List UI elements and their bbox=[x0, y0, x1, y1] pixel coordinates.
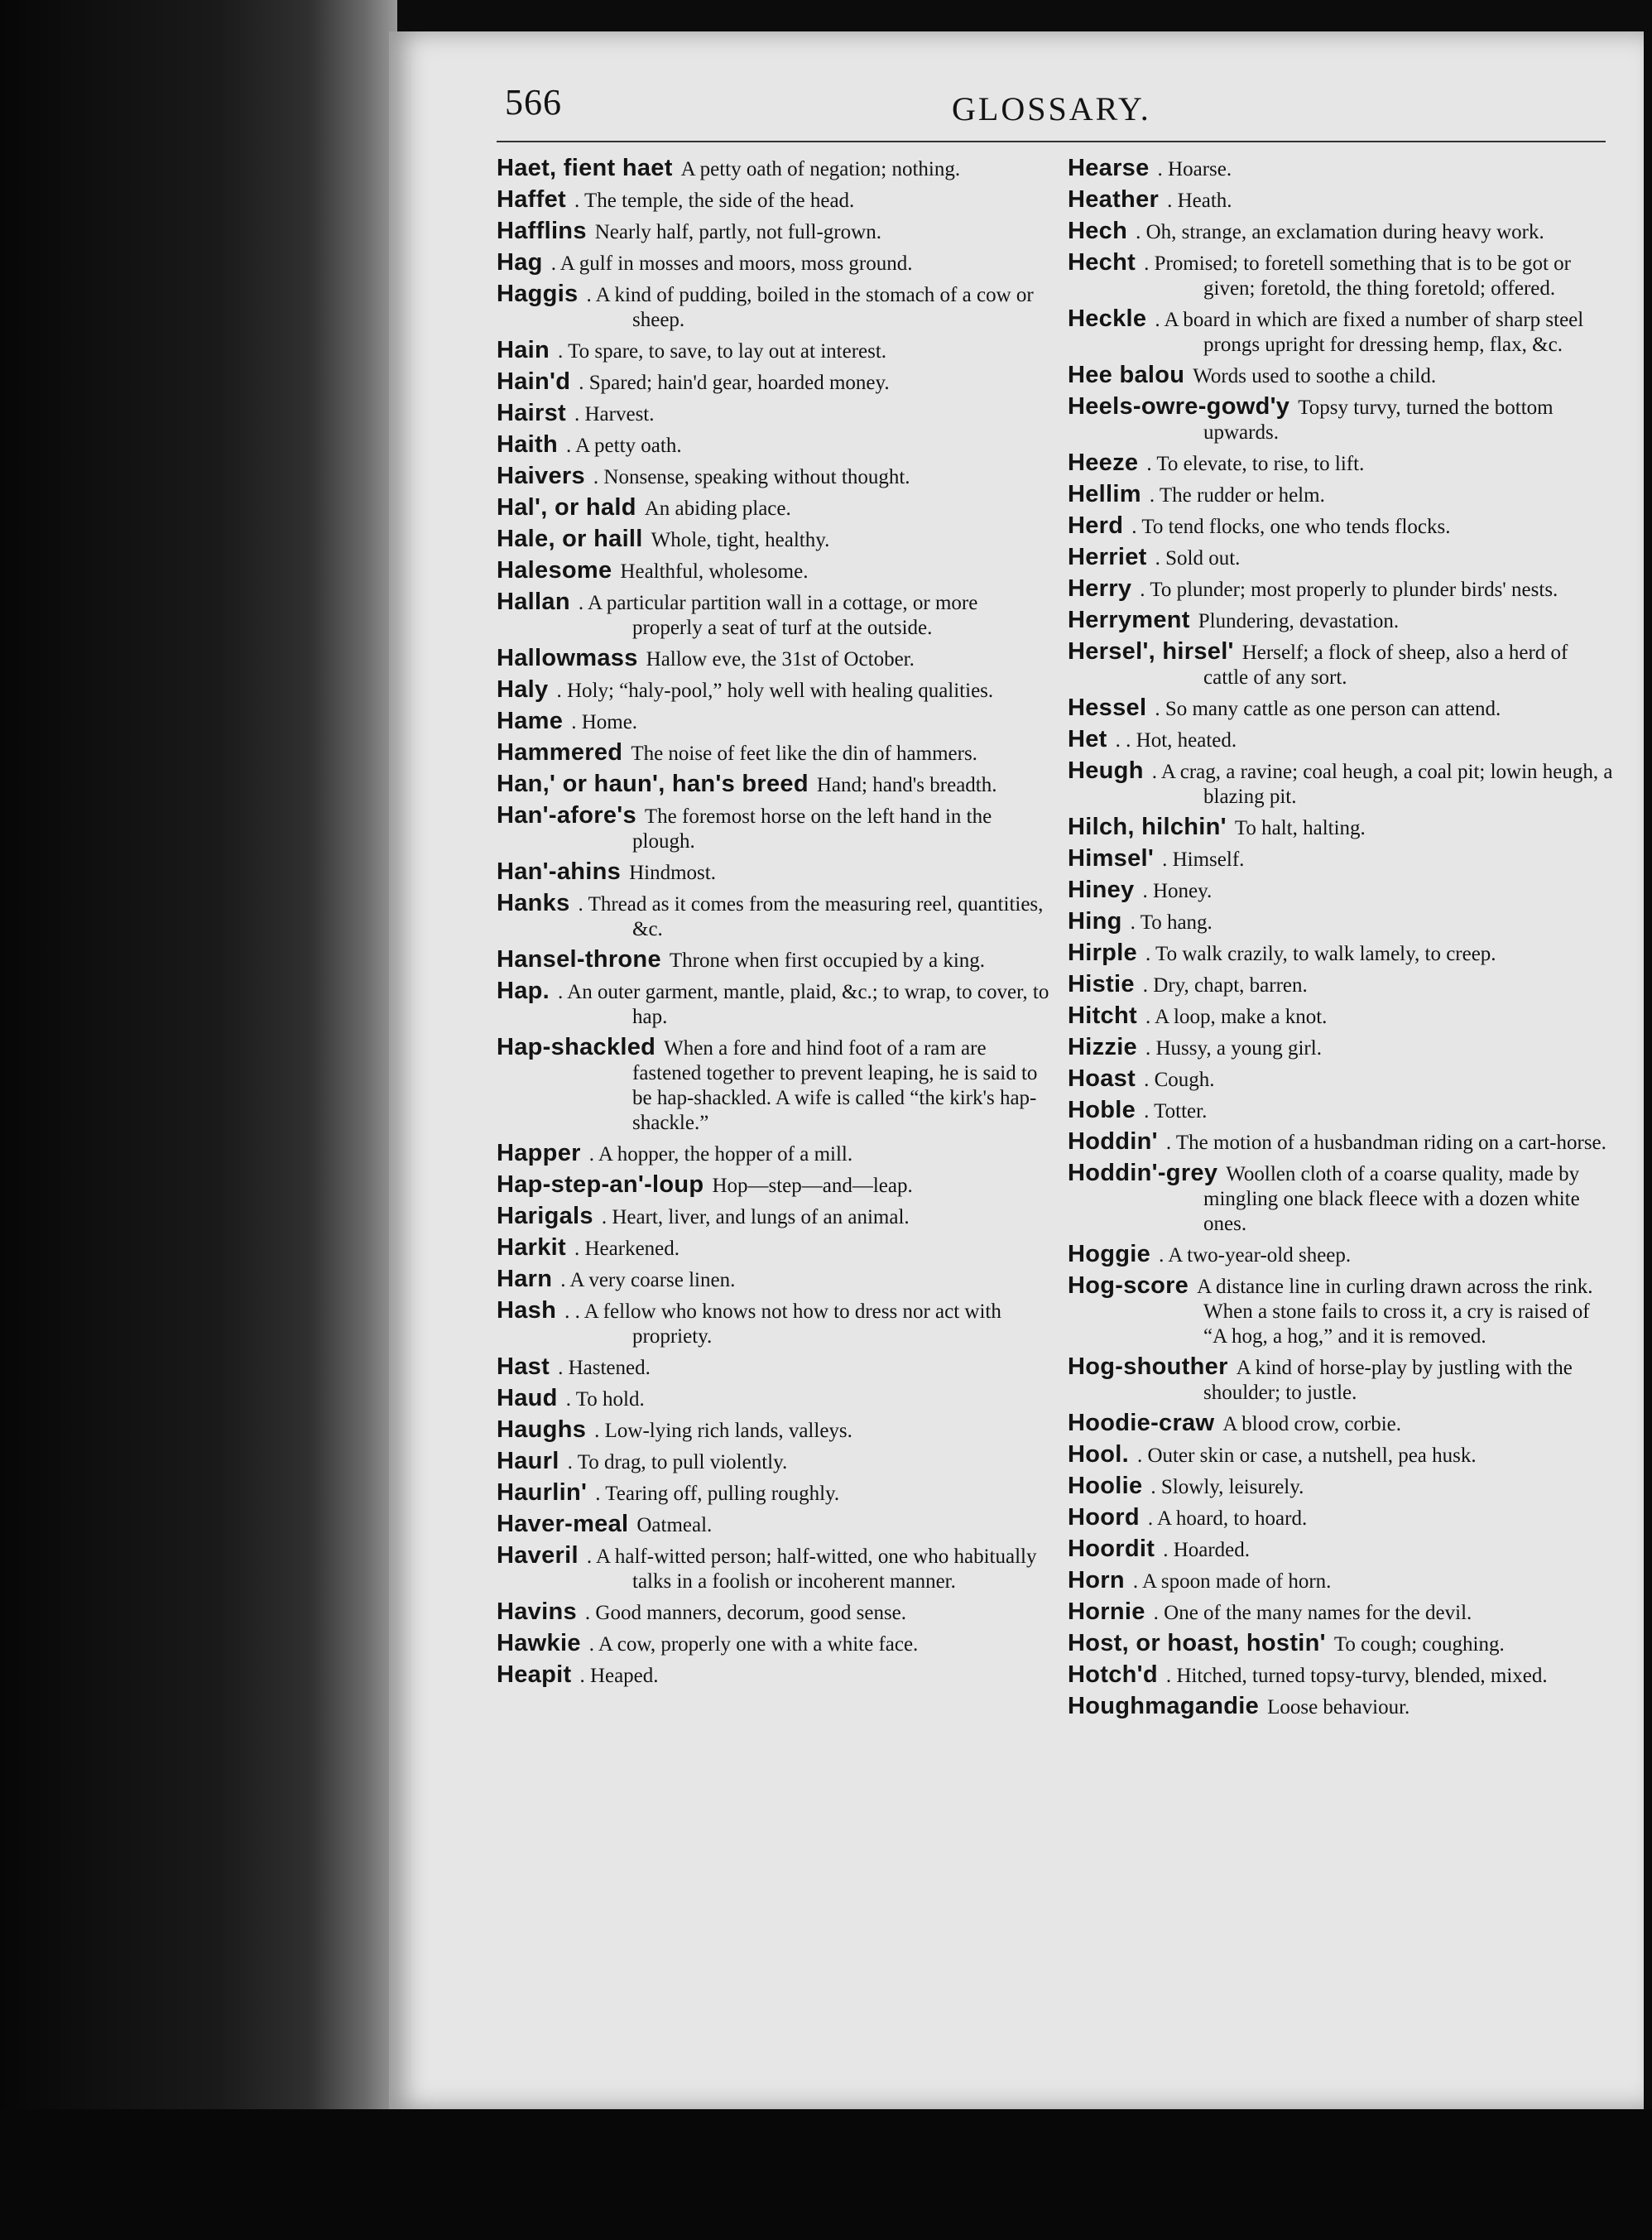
headword: Horn bbox=[1068, 1567, 1125, 1593]
definition: . Tearing off, pulling roughly. bbox=[595, 1483, 840, 1505]
definition: To halt, halting. bbox=[1234, 817, 1366, 839]
headword: Haurl bbox=[497, 1448, 559, 1474]
definition: . Honey. bbox=[1142, 880, 1213, 902]
definition: . Thread as it comes from the measuring reel, quantities, &c. bbox=[578, 893, 1044, 940]
headword: Haivers bbox=[497, 463, 585, 489]
definition: . Hussy, a young girl. bbox=[1145, 1037, 1322, 1060]
definition: . To drag, to pull violently. bbox=[567, 1451, 788, 1473]
headword: Han'-ahins bbox=[497, 858, 622, 885]
headword: Haud bbox=[497, 1385, 558, 1411]
glossary-entry bbox=[497, 156, 1051, 182]
definition: . A board in which are fixed a number of sharp steel prongs upright for dressing hemp, flax, &c. bbox=[1155, 309, 1584, 356]
definition: . The motion of a husbandman riding on a cart-horse. bbox=[1165, 1132, 1606, 1154]
headword: Hirple bbox=[1068, 940, 1137, 966]
definition: . The temple, the side of the head. bbox=[574, 190, 855, 212]
headword: Heckle bbox=[1068, 305, 1147, 332]
definition: Words used to soothe a child. bbox=[1193, 365, 1437, 387]
glossary-entry bbox=[1068, 306, 1614, 358]
definition: Herself; a flock of sheep, also a herd of cattle of any sort. bbox=[1203, 642, 1568, 689]
headword: Haet, fient haet bbox=[497, 155, 673, 181]
headword: Happer bbox=[497, 1140, 581, 1166]
glossary-entry bbox=[497, 1035, 1051, 1136]
definition: . Cough. bbox=[1144, 1069, 1215, 1091]
glossary-entry bbox=[497, 1235, 1051, 1262]
definition: Plundering, devastation. bbox=[1198, 610, 1400, 632]
definition: . To spare, to save, to lay out at interest. bbox=[558, 340, 887, 363]
headword: Hoddin'-grey bbox=[1068, 1160, 1218, 1186]
glossary-entry bbox=[1068, 1662, 1614, 1689]
scan-border bbox=[0, 2109, 1652, 2240]
headword: Hing bbox=[1068, 908, 1122, 935]
definition: . Harvest. bbox=[574, 403, 655, 425]
glossary-entry bbox=[1068, 394, 1614, 445]
glossary-entry bbox=[1068, 1273, 1614, 1349]
headword: Himsel' bbox=[1068, 845, 1155, 872]
glossary-entry bbox=[497, 1662, 1051, 1689]
glossary-entry bbox=[1068, 758, 1614, 810]
headword: Hiney bbox=[1068, 877, 1135, 903]
glossary-entry bbox=[1068, 450, 1614, 477]
glossary-entry bbox=[497, 891, 1051, 942]
glossary-entry bbox=[497, 219, 1051, 245]
glossary-entry bbox=[1068, 608, 1614, 634]
definition: Throne when first occupied by a king. bbox=[669, 949, 986, 972]
definition: . Totter. bbox=[1144, 1100, 1208, 1122]
definition: . . A fellow who knows not how to dress nor act with propriety. bbox=[564, 1300, 1001, 1348]
glossary-column-right bbox=[1068, 156, 1614, 1725]
headword: Hairst bbox=[497, 400, 566, 426]
glossary-entry bbox=[1068, 156, 1614, 182]
glossary-entry bbox=[1068, 940, 1614, 967]
glossary-entry bbox=[1068, 1442, 1614, 1468]
definition: . Nonsense, speaking without thought. bbox=[593, 466, 910, 488]
book-page bbox=[389, 31, 1644, 2109]
glossary-entry bbox=[1068, 1536, 1614, 1563]
headword: Hain bbox=[497, 337, 550, 363]
definition: . A half-witted person; half-witted, one who habitually talks in a foolish or incoherent manner. bbox=[586, 1545, 1037, 1593]
headword: Hanks bbox=[497, 890, 570, 916]
glossary-entry bbox=[1068, 909, 1614, 935]
headword: Heather bbox=[1068, 186, 1160, 213]
definition: . A crag, a ravine; coal heugh, a coal pit; lowin heugh, a blazing pit. bbox=[1151, 761, 1613, 808]
headword: Haughs bbox=[497, 1416, 587, 1443]
glossary-entry bbox=[1068, 576, 1614, 603]
definition: . So many cattle as one person can attend. bbox=[1155, 698, 1501, 720]
headword: Hool. bbox=[1068, 1441, 1129, 1468]
definition: Whole, tight, healthy. bbox=[651, 529, 830, 551]
headword: Hap. bbox=[497, 978, 550, 1004]
headword: Haver-meal bbox=[497, 1511, 629, 1537]
definition: . Heart, liver, and lungs of an animal. bbox=[601, 1206, 910, 1228]
headword: Halesome bbox=[497, 557, 612, 584]
glossary-entry bbox=[1068, 1098, 1614, 1124]
definition: . An outer garment, mantle, plaid, &c.; to wrap, to cover, to hap. bbox=[558, 981, 1049, 1028]
definition: . A hopper, the hopper of a mill. bbox=[588, 1143, 853, 1166]
headword: Hilch, hilchin' bbox=[1068, 814, 1227, 840]
glossary-entry bbox=[497, 803, 1051, 854]
headword: Hog-score bbox=[1068, 1272, 1189, 1299]
headword: Hag bbox=[497, 249, 543, 276]
glossary-entry bbox=[1068, 815, 1614, 841]
definition: . Sold out. bbox=[1155, 547, 1241, 570]
definition: . To walk crazily, to walk lamely, to creep. bbox=[1145, 943, 1496, 965]
definition: . Heaped. bbox=[579, 1665, 659, 1687]
headword: Herriet bbox=[1068, 544, 1147, 570]
headword: Heeze bbox=[1068, 449, 1139, 476]
glossary-entry bbox=[497, 432, 1051, 459]
glossary-entry bbox=[497, 281, 1051, 333]
headword: Hap-shackled bbox=[497, 1034, 656, 1060]
headword: Hame bbox=[497, 708, 564, 734]
glossary-entry bbox=[497, 1204, 1051, 1230]
headword: Hech bbox=[1068, 218, 1128, 244]
definition: Hop—step—and—leap. bbox=[712, 1175, 913, 1197]
glossary-entry bbox=[497, 369, 1051, 396]
glossary-entry bbox=[497, 646, 1051, 672]
definition: Hallow eve, the 31st of October. bbox=[646, 648, 915, 671]
glossary-entry bbox=[1068, 545, 1614, 571]
headword: Hansel-throne bbox=[497, 946, 661, 973]
headword: Haveril bbox=[497, 1542, 579, 1569]
definition: . Hastened. bbox=[558, 1357, 651, 1379]
glossary-entry bbox=[497, 677, 1051, 704]
definition: . A very coarse linen. bbox=[560, 1269, 736, 1291]
definition: An abiding place. bbox=[644, 498, 791, 520]
headword: Hellim bbox=[1068, 481, 1141, 507]
glossary-entry bbox=[497, 1512, 1051, 1538]
headword: Hap-step-an'-loup bbox=[497, 1171, 704, 1198]
headword: Histie bbox=[1068, 971, 1135, 997]
definition: . Dry, chapt, barren. bbox=[1142, 974, 1308, 997]
definition: To cough; coughing. bbox=[1333, 1633, 1505, 1656]
glossary-entry bbox=[497, 526, 1051, 553]
definition: . Promised; to foretell something that is to be got or given; foretold, the thing foretold; offered. bbox=[1144, 252, 1571, 300]
definition: . To tend flocks, one who tends flocks. bbox=[1131, 516, 1451, 538]
definition: . A spoon made of horn. bbox=[1132, 1570, 1332, 1593]
headword: Hoble bbox=[1068, 1097, 1136, 1123]
headword: Hammered bbox=[497, 739, 623, 766]
glossary-entry bbox=[497, 589, 1051, 641]
definition: . A particular partition wall in a cottage, or more properly a seat of turf at the outside. bbox=[578, 592, 978, 639]
headword: Het bbox=[1068, 726, 1107, 752]
headword: Harigals bbox=[497, 1203, 593, 1229]
headword: Hoordit bbox=[1068, 1536, 1155, 1562]
headword: Hal', or hald bbox=[497, 494, 636, 521]
glossary-entry bbox=[1068, 1035, 1614, 1061]
headword: Hoolie bbox=[1068, 1473, 1143, 1499]
glossary-entry bbox=[497, 250, 1051, 276]
glossary-entry bbox=[497, 1354, 1051, 1381]
glossary-entry bbox=[1068, 877, 1614, 904]
headword: Hale, or haill bbox=[497, 526, 643, 552]
glossary-entry bbox=[497, 1172, 1051, 1199]
definition: Woollen cloth of a coarse quality, made by mingling one black fleece with a dozen white ones. bbox=[1203, 1163, 1580, 1235]
definition: . Hoarse. bbox=[1157, 158, 1232, 180]
headword: Han,' or haun', han's breed bbox=[497, 771, 809, 797]
headword: Hersel', hirsel' bbox=[1068, 638, 1234, 665]
definition: . Holy; “haly-pool,” holy well with healing qualities. bbox=[556, 680, 994, 702]
glossary-entry bbox=[1068, 1568, 1614, 1594]
headword: Hornie bbox=[1068, 1598, 1145, 1625]
definition: . To hang. bbox=[1130, 911, 1213, 934]
glossary-entry bbox=[497, 1417, 1051, 1444]
glossary-entry bbox=[497, 1480, 1051, 1507]
glossary-entry bbox=[1068, 1599, 1614, 1626]
headword: Hoggie bbox=[1068, 1241, 1151, 1267]
glossary-entry bbox=[497, 401, 1051, 427]
definition: . Hearkened. bbox=[574, 1238, 680, 1260]
headword: Hessel bbox=[1068, 695, 1147, 721]
glossary-entry bbox=[1068, 727, 1614, 753]
glossary-entry bbox=[1068, 639, 1614, 690]
glossary-entry bbox=[1068, 363, 1614, 389]
glossary-entry bbox=[1068, 1631, 1614, 1657]
page-number: 566 bbox=[505, 82, 562, 123]
definition: . Slowly, leisurely. bbox=[1150, 1476, 1304, 1498]
definition: Healthful, wholesome. bbox=[620, 560, 809, 583]
definition: Oatmeal. bbox=[636, 1514, 713, 1536]
glossary-entry bbox=[1068, 250, 1614, 301]
headword: Hoord bbox=[1068, 1504, 1140, 1531]
glossary-entry bbox=[497, 464, 1051, 490]
book-spine bbox=[0, 0, 397, 2240]
definition: . Good manners, decorum, good sense. bbox=[584, 1602, 907, 1624]
definition: A kind of horse-play by justling with the shoulder; to justle. bbox=[1203, 1357, 1573, 1404]
glossary-entry bbox=[497, 1449, 1051, 1475]
headword: Haffet bbox=[497, 186, 566, 213]
definition: . A kind of pudding, boiled in the stomach of a cow or sheep. bbox=[586, 284, 1034, 331]
headword: Harkit bbox=[497, 1234, 566, 1261]
glossary-entry bbox=[497, 558, 1051, 584]
running-head-title: GLOSSARY. bbox=[952, 90, 1151, 127]
definition: . Himself. bbox=[1162, 848, 1245, 871]
glossary-entry bbox=[1068, 1505, 1614, 1531]
glossary-entry bbox=[497, 187, 1051, 214]
definition: . To hold. bbox=[565, 1388, 645, 1411]
glossary-column-left bbox=[497, 156, 1051, 1694]
headword: Hee balou bbox=[1068, 362, 1185, 388]
glossary-entry bbox=[1068, 219, 1614, 245]
headword: Han'-afore's bbox=[497, 802, 636, 829]
glossary-entry bbox=[497, 1599, 1051, 1626]
definition: . One of the many names for the devil. bbox=[1153, 1602, 1472, 1624]
glossary-entry bbox=[497, 947, 1051, 973]
definition: . The rudder or helm. bbox=[1149, 484, 1325, 507]
glossary-entry bbox=[1068, 1129, 1614, 1156]
header-rule bbox=[497, 141, 1606, 142]
headword: Haggis bbox=[497, 281, 579, 307]
headword: Hecht bbox=[1068, 249, 1136, 276]
headword: Haly bbox=[497, 676, 549, 703]
definition: . Hitched, turned topsy-turvy, blended, mixed. bbox=[1165, 1665, 1548, 1687]
glossary-entry bbox=[1068, 513, 1614, 540]
definition: . A loop, make a knot. bbox=[1145, 1006, 1328, 1028]
definition: A petty oath of negation; nothing. bbox=[680, 158, 961, 180]
headword: Hizzie bbox=[1068, 1034, 1137, 1060]
definition: When a fore and hind foot of a ram are fastened together to prevent leaping, he is said to be hap-shackled. A wife is called “the kirk's hap-shackle.” bbox=[632, 1037, 1038, 1134]
definition: . To plunder; most properly to plunder birds' nests. bbox=[1140, 579, 1558, 601]
headword: Hotch'd bbox=[1068, 1661, 1158, 1688]
definition: The noise of feet like the din of hammers. bbox=[631, 743, 977, 765]
definition: . A hoard, to hoard. bbox=[1147, 1507, 1308, 1530]
definition: Hand; hand's breadth. bbox=[816, 774, 997, 796]
definition: Loose behaviour. bbox=[1267, 1696, 1410, 1718]
glossary-entry bbox=[1068, 1411, 1614, 1437]
glossary-entry bbox=[497, 1386, 1051, 1412]
headword: Hash bbox=[497, 1297, 557, 1324]
definition: . Oh, strange, an exclamation during heavy work. bbox=[1136, 221, 1544, 243]
definition: The foremost horse on the left hand in the plough. bbox=[632, 805, 992, 853]
headword: Heugh bbox=[1068, 757, 1144, 784]
definition: . A two-year-old sheep. bbox=[1159, 1244, 1352, 1267]
headword: Haurlin' bbox=[497, 1479, 588, 1506]
headword: Hoast bbox=[1068, 1065, 1136, 1092]
definition: . To elevate, to rise, to lift. bbox=[1146, 453, 1365, 475]
headword: Hoodie-craw bbox=[1068, 1410, 1215, 1436]
headword: Heels-owre-gowd'y bbox=[1068, 393, 1290, 420]
definition: . Outer skin or case, a nutshell, pea husk. bbox=[1137, 1444, 1477, 1467]
glossary-entry bbox=[1068, 1066, 1614, 1093]
headword: Havins bbox=[497, 1598, 577, 1625]
headword: Hawkie bbox=[497, 1630, 581, 1656]
definition: A blood crow, corbie. bbox=[1222, 1413, 1402, 1435]
glossary-entry bbox=[1068, 1161, 1614, 1237]
glossary-entry bbox=[497, 1267, 1051, 1293]
definition: . . Hot, heated. bbox=[1115, 729, 1237, 752]
headword: Hain'd bbox=[497, 368, 571, 395]
headword: Herryment bbox=[1068, 607, 1190, 633]
headword: Herd bbox=[1068, 512, 1124, 539]
headword: Hoddin' bbox=[1068, 1128, 1158, 1155]
glossary-entry bbox=[1068, 1242, 1614, 1268]
headword: Hast bbox=[497, 1353, 550, 1380]
glossary-entry bbox=[497, 1298, 1051, 1349]
glossary-entry bbox=[497, 740, 1051, 767]
definition: Topsy turvy, turned the bottom upwards. bbox=[1203, 397, 1554, 444]
headword: Haith bbox=[497, 431, 558, 458]
definition: . Home. bbox=[571, 711, 638, 733]
headword: Hearse bbox=[1068, 155, 1150, 181]
glossary-entry bbox=[1068, 1003, 1614, 1030]
glossary-entry bbox=[1068, 482, 1614, 508]
headword: Hallowmass bbox=[497, 645, 638, 671]
definition: . A gulf in mosses and moors, moss ground. bbox=[550, 252, 913, 275]
headword: Heapit bbox=[497, 1661, 572, 1688]
headword: Harn bbox=[497, 1266, 553, 1292]
headword: Hallan bbox=[497, 589, 570, 615]
glossary-entry bbox=[497, 1631, 1051, 1657]
glossary-entry bbox=[1068, 1694, 1614, 1720]
glossary-entry bbox=[497, 709, 1051, 735]
glossary-entry bbox=[1068, 846, 1614, 872]
definition: . Hoarded. bbox=[1163, 1539, 1251, 1561]
glossary-entry bbox=[1068, 187, 1614, 214]
definition: . A petty oath. bbox=[566, 435, 682, 457]
glossary-entry bbox=[1068, 695, 1614, 722]
definition: . Low-lying rich lands, valleys. bbox=[594, 1420, 852, 1442]
glossary-entry bbox=[1068, 1354, 1614, 1406]
glossary-entry bbox=[497, 978, 1051, 1030]
definition: . A cow, properly one with a white face. bbox=[588, 1633, 919, 1656]
definition: . Heath. bbox=[1167, 190, 1232, 212]
definition: Nearly half, partly, not full-grown. bbox=[594, 221, 881, 243]
headword: Herry bbox=[1068, 575, 1132, 602]
definition: Hindmost. bbox=[629, 862, 716, 884]
glossary-entry bbox=[1068, 1473, 1614, 1500]
headword: Hog-shouther bbox=[1068, 1353, 1228, 1380]
definition: A distance line in curling drawn across the rink. When a stone fails to cross it, a cry is raised of “A hog, a hog,” and it is removed. bbox=[1197, 1276, 1593, 1348]
glossary-entry bbox=[1068, 972, 1614, 998]
glossary-entry bbox=[497, 859, 1051, 886]
glossary-entry bbox=[497, 495, 1051, 522]
glossary-entry bbox=[497, 1543, 1051, 1594]
definition: . Spared; hain'd gear, hoarded money. bbox=[579, 372, 890, 394]
glossary-entry bbox=[497, 772, 1051, 798]
glossary-entry bbox=[497, 1141, 1051, 1167]
headword: Host, or hoast, hostin' bbox=[1068, 1630, 1326, 1656]
headword: Hafflins bbox=[497, 218, 587, 244]
headword: Houghmagandie bbox=[1068, 1693, 1260, 1719]
headword: Hitcht bbox=[1068, 1002, 1137, 1029]
glossary-entry bbox=[497, 338, 1051, 364]
